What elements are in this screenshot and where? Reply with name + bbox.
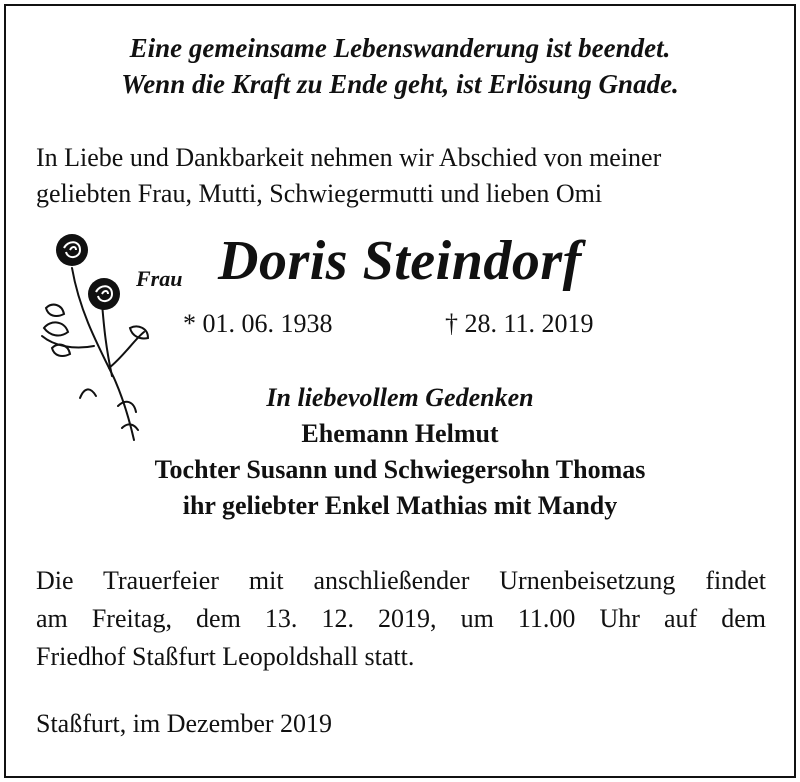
mourner-line: Ehemann Helmut bbox=[301, 419, 499, 448]
mourner-line: Tochter Susann und Schwiegersohn Thomas bbox=[154, 455, 646, 484]
honorific: Frau bbox=[136, 266, 183, 291]
motto-line-2: Wenn die Kraft zu Ende geht, ist Erlösung Gnade. bbox=[121, 69, 679, 99]
motto bbox=[0, 30, 800, 102]
deceased-name: Doris Steindorf bbox=[218, 230, 582, 292]
ceremony-line-3: Friedhof Staßfurt Leopoldshall statt. bbox=[36, 642, 415, 671]
ceremony-line-1: Die Trauerfeier mit anschließender Urnenbeisetzung findet bbox=[36, 566, 766, 595]
intro-line-1: In Liebe und Dankbarkeit nehmen wir Abschied von meiner bbox=[36, 143, 662, 172]
ceremony-info bbox=[36, 562, 766, 676]
place-date: Staßfurt, im Dezember 2019 bbox=[36, 709, 333, 738]
motto-line-1: Eine gemeinsame Lebenswanderung ist beendet. bbox=[129, 33, 671, 63]
deceased-name-line bbox=[132, 228, 732, 298]
intro-text bbox=[36, 140, 776, 212]
mourner-line: ihr geliebter Enkel Mathias mit Mandy bbox=[182, 491, 618, 520]
mourners-lead: In liebevollem Gedenken bbox=[266, 383, 534, 412]
mourners-block bbox=[0, 380, 800, 524]
intro-line-2: geliebten Frau, Mutti, Schwiegermutti und lieben Omi bbox=[36, 179, 603, 208]
death-date: † 28. 11. 2019 bbox=[445, 309, 594, 338]
birth-date: * 01. 06. 1938 bbox=[183, 309, 333, 338]
ceremony-line-2: am Freitag, dem 13. 12. 2019, um 11.00 Uhr auf dem bbox=[36, 604, 766, 633]
